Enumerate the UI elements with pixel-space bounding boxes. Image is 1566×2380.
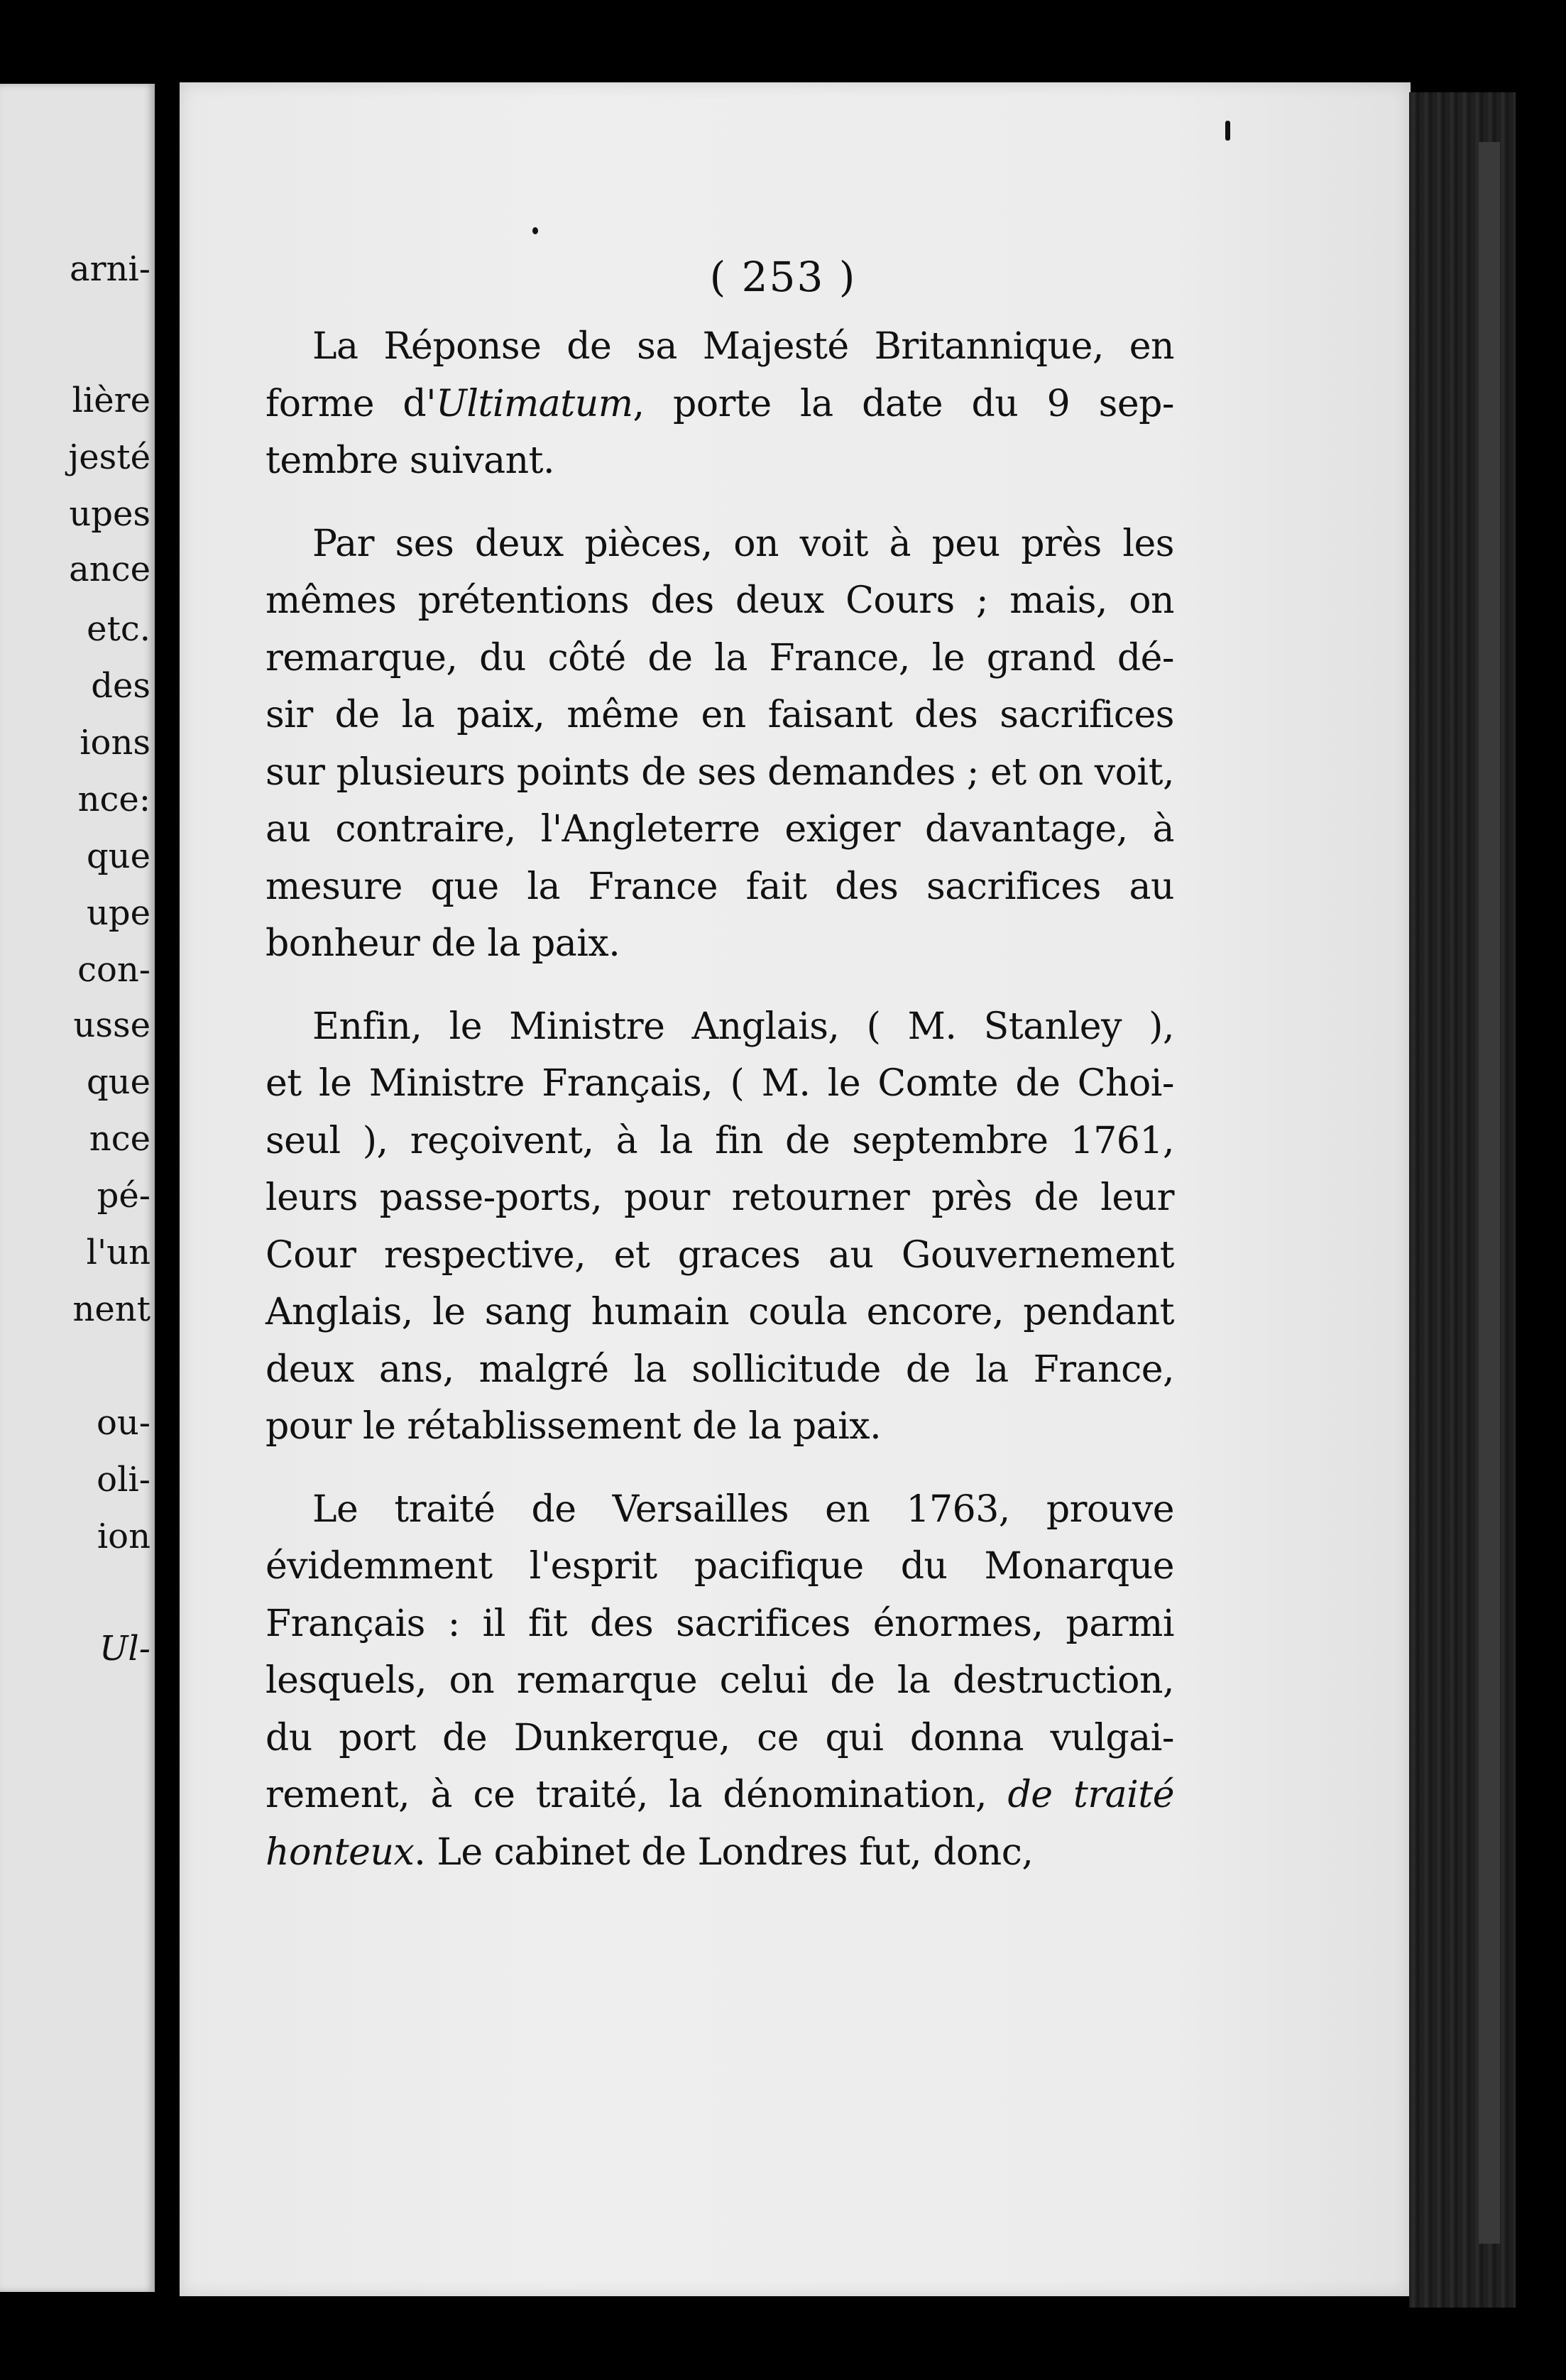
text-line: deux ans, malgré la sollicitude de la France, bbox=[265, 1348, 1174, 1391]
left-page-fragment: arni- bbox=[69, 249, 150, 289]
text-line: La Réponse de sa Majesté Britannique, en bbox=[312, 325, 1174, 368]
left-page-fragment: des bbox=[91, 666, 150, 706]
text-line bbox=[265, 376, 1174, 433]
line-text: rement, à ce traité, la dénomination, bbox=[265, 1774, 1008, 1816]
text-line: remarque, du côté de la France, le grand dé- bbox=[265, 636, 1174, 679]
left-page-fragment: con- bbox=[77, 950, 150, 990]
left-page-fragment: l'un bbox=[86, 1233, 150, 1272]
text-line: du port de Dunkerque, ce qui donna vulgai- bbox=[265, 1716, 1174, 1759]
left-page-fragment: ou- bbox=[96, 1403, 150, 1443]
left-page-fragment: nce: bbox=[77, 780, 150, 819]
text-line: et le Ministre Français, ( M. le Comte de Choi- bbox=[265, 1062, 1174, 1105]
text-line: bonheur de la paix. bbox=[265, 922, 620, 965]
left-page-fragment: Ul- bbox=[99, 1629, 150, 1669]
text-line: mêmes prétentions des deux Cours ; mais, on bbox=[265, 579, 1174, 622]
text-line: lesquels, on remarque celui de la destruction, bbox=[265, 1659, 1174, 1702]
paragraph bbox=[265, 998, 1174, 1456]
left-page-fragment: que bbox=[86, 836, 150, 876]
left-page-fragment: upe bbox=[86, 893, 150, 933]
text-line: sir de la paix, même en faisant des sacrifices bbox=[265, 694, 1174, 736]
text-line: Français : il fit des sacrifices énormes, parmi bbox=[265, 1602, 1174, 1645]
left-page-fragment: nent bbox=[72, 1289, 150, 1329]
left-page-fragment: que bbox=[86, 1062, 150, 1102]
ink-spot bbox=[1225, 121, 1230, 141]
text-line: Par ses deux pièces, on voit à peu près les bbox=[312, 522, 1174, 565]
previous-page bbox=[0, 84, 155, 2292]
left-page-fragment: pé- bbox=[97, 1176, 150, 1216]
text-line: Cour respective, et graces au Gouvernement bbox=[265, 1233, 1174, 1277]
left-page-fragment: ion bbox=[97, 1517, 150, 1556]
text-line: pour le rétablissement de la paix. bbox=[265, 1405, 882, 1448]
left-page-fragment: usse bbox=[73, 1005, 150, 1045]
text-line: mesure que la France fait des sacrifices au bbox=[265, 865, 1174, 908]
text-line: sur plusieurs points de ses demandes ; et on voit, bbox=[265, 750, 1174, 794]
page-text bbox=[265, 318, 1174, 1881]
paragraph bbox=[265, 318, 1174, 490]
text-line: Anglais, le sang humain coula encore, pendant bbox=[265, 1291, 1174, 1333]
left-page-fragment: oli- bbox=[97, 1460, 150, 1500]
text-line: tembre suivant. bbox=[265, 440, 555, 482]
text-line bbox=[265, 1824, 1174, 1882]
page-edges bbox=[1409, 92, 1516, 2308]
left-page-fragment: ance bbox=[69, 550, 150, 589]
text-line: seul ), reçoivent, à la fin de septembre 1761, bbox=[265, 1119, 1174, 1162]
left-page-fragment: nce bbox=[89, 1119, 150, 1159]
text-line: au contraire, l'Angleterre exiger davantage, à bbox=[265, 808, 1174, 851]
text-line: évidemment l'esprit pacifique du Monarque bbox=[265, 1545, 1174, 1588]
text-line: Le traité de Versailles en 1763, prouve bbox=[312, 1488, 1174, 1531]
paragraph bbox=[265, 1481, 1174, 1882]
text-line bbox=[265, 1767, 1174, 1824]
left-page-fragment: jesté bbox=[68, 437, 150, 477]
page-number: ( 253 ) bbox=[709, 253, 857, 301]
line-text: . Le cabinet de Londres fut, donc, bbox=[414, 1830, 1034, 1874]
text-line: Enfin, le Ministre Anglais, ( M. Stanley ), bbox=[312, 1005, 1174, 1048]
paragraph bbox=[265, 515, 1174, 973]
ink-spot bbox=[532, 227, 538, 234]
left-page-fragment: etc. bbox=[87, 609, 150, 649]
italic-text: Ultimatum bbox=[436, 382, 633, 425]
left-page-fragment: ions bbox=[80, 723, 150, 763]
italic-text: honteux bbox=[265, 1830, 415, 1874]
line-text: , porte la date du 9 sep- bbox=[633, 382, 1174, 425]
left-page-fragment: lière bbox=[72, 381, 150, 420]
line-text: forme d' bbox=[265, 382, 437, 425]
left-page-fragment: upes bbox=[69, 494, 150, 534]
text-line: leurs passe-ports, pour retourner près de leur bbox=[265, 1177, 1174, 1219]
italic-text: de traité bbox=[1007, 1774, 1174, 1816]
